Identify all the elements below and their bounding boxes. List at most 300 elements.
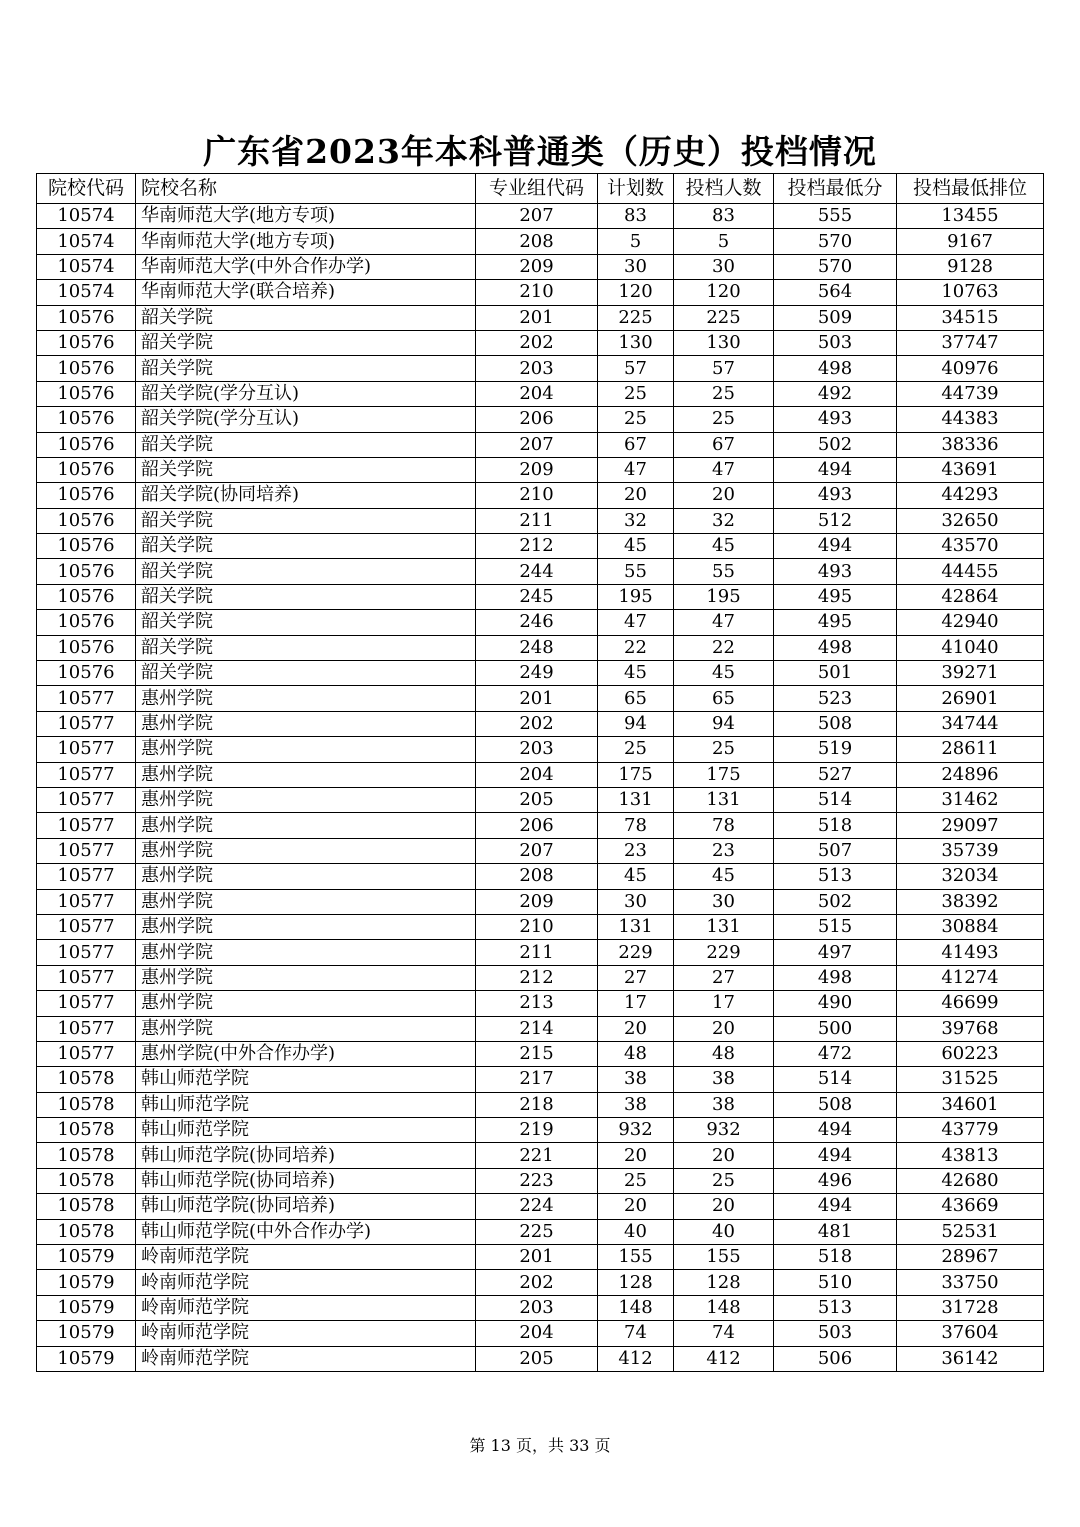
cell-group-code: 208 bbox=[476, 864, 598, 889]
cell-school-name: 韶关学院 bbox=[136, 457, 476, 482]
cell-group-code: 208 bbox=[476, 229, 598, 254]
cell-min-score: 494 bbox=[774, 1143, 897, 1168]
header-min-rank: 投档最低排位 bbox=[897, 174, 1044, 204]
cell-min-score: 498 bbox=[774, 635, 897, 660]
table-row bbox=[37, 1219, 1044, 1244]
cell-school-code: 10576 bbox=[37, 432, 136, 457]
cell-plan-count: 83 bbox=[598, 204, 674, 229]
cell-min-rank: 44455 bbox=[897, 559, 1044, 584]
cell-min-rank: 37747 bbox=[897, 330, 1044, 355]
cell-school-name: 岭南师范学院 bbox=[136, 1346, 476, 1371]
table-row bbox=[37, 1295, 1044, 1320]
cell-plan-count: 74 bbox=[598, 1321, 674, 1346]
cell-admitted-count: 38 bbox=[674, 1092, 774, 1117]
cell-min-rank: 35739 bbox=[897, 838, 1044, 863]
cell-min-rank: 43570 bbox=[897, 534, 1044, 559]
cell-school-code: 10579 bbox=[37, 1245, 136, 1270]
cell-min-rank: 34744 bbox=[897, 711, 1044, 736]
cell-school-name: 韩山师范学院(协同培养) bbox=[136, 1194, 476, 1219]
cell-min-rank: 28611 bbox=[897, 737, 1044, 762]
cell-school-name: 惠州学院 bbox=[136, 940, 476, 965]
cell-school-name: 韶关学院 bbox=[136, 534, 476, 559]
cell-plan-count: 20 bbox=[598, 1143, 674, 1168]
table-row bbox=[37, 204, 1044, 229]
cell-school-code: 10578 bbox=[37, 1067, 136, 1092]
cell-plan-count: 932 bbox=[598, 1118, 674, 1143]
cell-school-name: 华南师范大学(中外合作办学) bbox=[136, 254, 476, 279]
cell-plan-count: 195 bbox=[598, 584, 674, 609]
cell-group-code: 209 bbox=[476, 889, 598, 914]
cell-group-code: 205 bbox=[476, 787, 598, 812]
cell-min-rank: 46699 bbox=[897, 991, 1044, 1016]
cell-min-rank: 44293 bbox=[897, 483, 1044, 508]
cell-school-code: 10576 bbox=[37, 610, 136, 635]
cell-plan-count: 38 bbox=[598, 1092, 674, 1117]
cell-school-code: 10577 bbox=[37, 762, 136, 787]
cell-school-code: 10576 bbox=[37, 559, 136, 584]
cell-min-score: 518 bbox=[774, 813, 897, 838]
cell-admitted-count: 128 bbox=[674, 1270, 774, 1295]
table-row bbox=[37, 1143, 1044, 1168]
cell-admitted-count: 120 bbox=[674, 280, 774, 305]
cell-school-name: 韩山师范学院(协同培养) bbox=[136, 1143, 476, 1168]
cell-min-score: 495 bbox=[774, 584, 897, 609]
cell-group-code: 219 bbox=[476, 1118, 598, 1143]
cell-group-code: 204 bbox=[476, 381, 598, 406]
page-title: 广东省2023年本科普通类（历史）投档情况 bbox=[203, 132, 877, 171]
cell-group-code: 201 bbox=[476, 686, 598, 711]
cell-admitted-count: 5 bbox=[674, 229, 774, 254]
cell-min-rank: 36142 bbox=[897, 1346, 1044, 1371]
cell-admitted-count: 45 bbox=[674, 534, 774, 559]
cell-school-code: 10579 bbox=[37, 1270, 136, 1295]
cell-min-rank: 40976 bbox=[897, 356, 1044, 381]
cell-min-score: 518 bbox=[774, 1245, 897, 1270]
cell-min-score: 503 bbox=[774, 1321, 897, 1346]
table-row bbox=[37, 635, 1044, 660]
cell-school-name: 韩山师范学院(中外合作办学) bbox=[136, 1219, 476, 1244]
cell-min-rank: 39271 bbox=[897, 661, 1044, 686]
cell-min-rank: 52531 bbox=[897, 1219, 1044, 1244]
table-row bbox=[37, 330, 1044, 355]
cell-min-score: 502 bbox=[774, 432, 897, 457]
header-plan-count: 计划数 bbox=[598, 174, 674, 204]
cell-admitted-count: 412 bbox=[674, 1346, 774, 1371]
cell-school-code: 10577 bbox=[37, 940, 136, 965]
cell-admitted-count: 148 bbox=[674, 1295, 774, 1320]
cell-plan-count: 30 bbox=[598, 889, 674, 914]
cell-school-name: 惠州学院 bbox=[136, 1016, 476, 1041]
cell-min-score: 508 bbox=[774, 1092, 897, 1117]
cell-min-score: 493 bbox=[774, 407, 897, 432]
cell-min-rank: 13455 bbox=[897, 204, 1044, 229]
cell-school-code: 10576 bbox=[37, 457, 136, 482]
cell-admitted-count: 20 bbox=[674, 1143, 774, 1168]
cell-admitted-count: 932 bbox=[674, 1118, 774, 1143]
cell-school-code: 10576 bbox=[37, 356, 136, 381]
table-row bbox=[37, 1321, 1044, 1346]
table-row bbox=[37, 610, 1044, 635]
cell-plan-count: 94 bbox=[598, 711, 674, 736]
cell-school-code: 10578 bbox=[37, 1194, 136, 1219]
cell-group-code: 212 bbox=[476, 965, 598, 990]
cell-group-code: 207 bbox=[476, 204, 598, 229]
header-school-code: 院校代码 bbox=[37, 174, 136, 204]
cell-school-code: 10577 bbox=[37, 737, 136, 762]
cell-school-code: 10574 bbox=[37, 229, 136, 254]
cell-plan-count: 412 bbox=[598, 1346, 674, 1371]
cell-school-name: 惠州学院 bbox=[136, 813, 476, 838]
cell-min-rank: 43669 bbox=[897, 1194, 1044, 1219]
cell-min-score: 501 bbox=[774, 661, 897, 686]
table-row bbox=[37, 356, 1044, 381]
cell-school-name: 韩山师范学院 bbox=[136, 1067, 476, 1092]
cell-group-code: 207 bbox=[476, 432, 598, 457]
header-min-score: 投档最低分 bbox=[774, 174, 897, 204]
cell-school-code: 10576 bbox=[37, 407, 136, 432]
cell-min-score: 513 bbox=[774, 1295, 897, 1320]
cell-school-name: 惠州学院 bbox=[136, 838, 476, 863]
cell-min-rank: 38336 bbox=[897, 432, 1044, 457]
cell-plan-count: 47 bbox=[598, 457, 674, 482]
cell-school-code: 10579 bbox=[37, 1346, 136, 1371]
cell-min-score: 498 bbox=[774, 965, 897, 990]
cell-admitted-count: 47 bbox=[674, 457, 774, 482]
cell-school-code: 10574 bbox=[37, 254, 136, 279]
cell-school-name: 韶关学院 bbox=[136, 584, 476, 609]
cell-school-name: 惠州学院 bbox=[136, 991, 476, 1016]
table-row bbox=[37, 787, 1044, 812]
page-footer: 第 13 页，共 33 页 bbox=[469, 1436, 611, 1455]
cell-plan-count: 47 bbox=[598, 610, 674, 635]
cell-school-code: 10576 bbox=[37, 483, 136, 508]
cell-school-name: 韶关学院 bbox=[136, 356, 476, 381]
cell-min-rank: 9167 bbox=[897, 229, 1044, 254]
table-row bbox=[37, 661, 1044, 686]
admissions-table bbox=[36, 173, 1044, 1372]
cell-min-rank: 29097 bbox=[897, 813, 1044, 838]
cell-school-code: 10574 bbox=[37, 280, 136, 305]
cell-min-rank: 32650 bbox=[897, 508, 1044, 533]
cell-plan-count: 78 bbox=[598, 813, 674, 838]
cell-plan-count: 25 bbox=[598, 737, 674, 762]
cell-admitted-count: 47 bbox=[674, 610, 774, 635]
cell-school-name: 韶关学院 bbox=[136, 559, 476, 584]
cell-plan-count: 155 bbox=[598, 1245, 674, 1270]
cell-school-code: 10576 bbox=[37, 330, 136, 355]
cell-plan-count: 20 bbox=[598, 1194, 674, 1219]
cell-group-code: 224 bbox=[476, 1194, 598, 1219]
table-row bbox=[37, 280, 1044, 305]
cell-min-score: 570 bbox=[774, 254, 897, 279]
cell-school-name: 惠州学院 bbox=[136, 686, 476, 711]
cell-min-rank: 43779 bbox=[897, 1118, 1044, 1143]
cell-min-score: 495 bbox=[774, 610, 897, 635]
cell-admitted-count: 55 bbox=[674, 559, 774, 584]
cell-min-rank: 42680 bbox=[897, 1168, 1044, 1193]
cell-plan-count: 20 bbox=[598, 483, 674, 508]
cell-school-name: 韶关学院(学分互认) bbox=[136, 381, 476, 406]
cell-group-code: 218 bbox=[476, 1092, 598, 1117]
header-admitted-count: 投档人数 bbox=[674, 174, 774, 204]
cell-group-code: 206 bbox=[476, 407, 598, 432]
cell-school-name: 惠州学院 bbox=[136, 965, 476, 990]
cell-plan-count: 45 bbox=[598, 661, 674, 686]
header-school-name: 院校名称 bbox=[136, 174, 476, 204]
cell-min-score: 494 bbox=[774, 534, 897, 559]
cell-min-score: 508 bbox=[774, 711, 897, 736]
cell-plan-count: 25 bbox=[598, 381, 674, 406]
cell-plan-count: 131 bbox=[598, 914, 674, 939]
table-row bbox=[37, 559, 1044, 584]
cell-school-code: 10577 bbox=[37, 787, 136, 812]
cell-school-name: 惠州学院 bbox=[136, 762, 476, 787]
cell-admitted-count: 65 bbox=[674, 686, 774, 711]
table-row bbox=[37, 305, 1044, 330]
cell-school-name: 惠州学院 bbox=[136, 787, 476, 812]
cell-plan-count: 55 bbox=[598, 559, 674, 584]
cell-school-name: 韶关学院 bbox=[136, 508, 476, 533]
cell-admitted-count: 48 bbox=[674, 1041, 774, 1066]
cell-min-score: 507 bbox=[774, 838, 897, 863]
cell-group-code: 213 bbox=[476, 991, 598, 1016]
cell-school-name: 惠州学院 bbox=[136, 914, 476, 939]
cell-min-score: 527 bbox=[774, 762, 897, 787]
cell-admitted-count: 45 bbox=[674, 864, 774, 889]
cell-min-rank: 37604 bbox=[897, 1321, 1044, 1346]
cell-school-code: 10576 bbox=[37, 534, 136, 559]
cell-school-code: 10577 bbox=[37, 864, 136, 889]
cell-school-code: 10577 bbox=[37, 686, 136, 711]
cell-admitted-count: 45 bbox=[674, 661, 774, 686]
cell-school-code: 10577 bbox=[37, 889, 136, 914]
cell-min-score: 523 bbox=[774, 686, 897, 711]
cell-plan-count: 120 bbox=[598, 280, 674, 305]
table-row bbox=[37, 1092, 1044, 1117]
cell-group-code: 244 bbox=[476, 559, 598, 584]
cell-min-score: 490 bbox=[774, 991, 897, 1016]
table-row bbox=[37, 407, 1044, 432]
cell-min-rank: 32034 bbox=[897, 864, 1044, 889]
cell-plan-count: 148 bbox=[598, 1295, 674, 1320]
table-row bbox=[37, 1118, 1044, 1143]
cell-school-code: 10577 bbox=[37, 991, 136, 1016]
cell-min-score: 498 bbox=[774, 356, 897, 381]
table-row bbox=[37, 534, 1044, 559]
cell-plan-count: 25 bbox=[598, 1168, 674, 1193]
cell-school-code: 10577 bbox=[37, 813, 136, 838]
cell-min-score: 494 bbox=[774, 457, 897, 482]
cell-school-name: 韩山师范学院 bbox=[136, 1118, 476, 1143]
cell-school-name: 韶关学院 bbox=[136, 661, 476, 686]
cell-plan-count: 32 bbox=[598, 508, 674, 533]
cell-admitted-count: 25 bbox=[674, 407, 774, 432]
cell-group-code: 211 bbox=[476, 940, 598, 965]
cell-min-score: 514 bbox=[774, 787, 897, 812]
cell-min-score: 513 bbox=[774, 864, 897, 889]
cell-admitted-count: 32 bbox=[674, 508, 774, 533]
cell-school-name: 惠州学院 bbox=[136, 889, 476, 914]
table-row bbox=[37, 965, 1044, 990]
cell-group-code: 203 bbox=[476, 356, 598, 381]
cell-admitted-count: 131 bbox=[674, 914, 774, 939]
cell-admitted-count: 23 bbox=[674, 838, 774, 863]
cell-admitted-count: 40 bbox=[674, 1219, 774, 1244]
cell-plan-count: 57 bbox=[598, 356, 674, 381]
cell-school-name: 惠州学院 bbox=[136, 864, 476, 889]
cell-school-code: 10574 bbox=[37, 204, 136, 229]
table-row bbox=[37, 1194, 1044, 1219]
cell-plan-count: 20 bbox=[598, 1016, 674, 1041]
cell-school-code: 10577 bbox=[37, 711, 136, 736]
cell-plan-count: 175 bbox=[598, 762, 674, 787]
cell-admitted-count: 30 bbox=[674, 254, 774, 279]
cell-min-rank: 44739 bbox=[897, 381, 1044, 406]
cell-plan-count: 22 bbox=[598, 635, 674, 660]
cell-min-rank: 34601 bbox=[897, 1092, 1044, 1117]
cell-min-score: 494 bbox=[774, 1194, 897, 1219]
cell-min-rank: 24896 bbox=[897, 762, 1044, 787]
cell-min-rank: 33750 bbox=[897, 1270, 1044, 1295]
cell-min-rank: 31525 bbox=[897, 1067, 1044, 1092]
cell-plan-count: 128 bbox=[598, 1270, 674, 1295]
table-body bbox=[37, 204, 1044, 1372]
cell-plan-count: 38 bbox=[598, 1067, 674, 1092]
cell-admitted-count: 175 bbox=[674, 762, 774, 787]
cell-plan-count: 65 bbox=[598, 686, 674, 711]
cell-plan-count: 48 bbox=[598, 1041, 674, 1066]
cell-min-score: 472 bbox=[774, 1041, 897, 1066]
cell-group-code: 207 bbox=[476, 838, 598, 863]
cell-school-name: 韩山师范学院 bbox=[136, 1092, 476, 1117]
table-row bbox=[37, 508, 1044, 533]
table-row bbox=[37, 991, 1044, 1016]
table-row bbox=[37, 914, 1044, 939]
cell-admitted-count: 20 bbox=[674, 1194, 774, 1219]
cell-min-rank: 34515 bbox=[897, 305, 1044, 330]
cell-school-name: 岭南师范学院 bbox=[136, 1270, 476, 1295]
cell-school-code: 10577 bbox=[37, 1016, 136, 1041]
cell-admitted-count: 131 bbox=[674, 787, 774, 812]
cell-min-rank: 38392 bbox=[897, 889, 1044, 914]
cell-min-score: 496 bbox=[774, 1168, 897, 1193]
cell-min-score: 481 bbox=[774, 1219, 897, 1244]
cell-min-score: 494 bbox=[774, 1118, 897, 1143]
cell-admitted-count: 195 bbox=[674, 584, 774, 609]
cell-school-code: 10577 bbox=[37, 914, 136, 939]
table-row bbox=[37, 584, 1044, 609]
cell-school-code: 10578 bbox=[37, 1219, 136, 1244]
table-row bbox=[37, 432, 1044, 457]
cell-min-rank: 43813 bbox=[897, 1143, 1044, 1168]
table-row bbox=[37, 1168, 1044, 1193]
cell-min-rank: 39768 bbox=[897, 1016, 1044, 1041]
cell-school-name: 韶关学院 bbox=[136, 330, 476, 355]
cell-plan-count: 130 bbox=[598, 330, 674, 355]
cell-group-code: 203 bbox=[476, 737, 598, 762]
cell-group-code: 204 bbox=[476, 1321, 598, 1346]
table-row bbox=[37, 1245, 1044, 1270]
cell-min-score: 510 bbox=[774, 1270, 897, 1295]
table-row bbox=[37, 1270, 1044, 1295]
cell-admitted-count: 20 bbox=[674, 1016, 774, 1041]
cell-group-code: 214 bbox=[476, 1016, 598, 1041]
cell-admitted-count: 130 bbox=[674, 330, 774, 355]
cell-min-rank: 26901 bbox=[897, 686, 1044, 711]
cell-plan-count: 30 bbox=[598, 254, 674, 279]
table-row bbox=[37, 711, 1044, 736]
cell-group-code: 245 bbox=[476, 584, 598, 609]
cell-group-code: 210 bbox=[476, 914, 598, 939]
cell-school-code: 10576 bbox=[37, 305, 136, 330]
table-row bbox=[37, 381, 1044, 406]
cell-admitted-count: 22 bbox=[674, 635, 774, 660]
cell-group-code: 223 bbox=[476, 1168, 598, 1193]
cell-min-rank: 60223 bbox=[897, 1041, 1044, 1066]
cell-plan-count: 229 bbox=[598, 940, 674, 965]
cell-plan-count: 5 bbox=[598, 229, 674, 254]
cell-school-name: 惠州学院 bbox=[136, 711, 476, 736]
cell-group-code: 225 bbox=[476, 1219, 598, 1244]
table-row bbox=[37, 940, 1044, 965]
cell-group-code: 202 bbox=[476, 330, 598, 355]
cell-school-name: 华南师范大学(地方专项) bbox=[136, 204, 476, 229]
table-row bbox=[37, 686, 1044, 711]
cell-min-rank: 31462 bbox=[897, 787, 1044, 812]
cell-admitted-count: 57 bbox=[674, 356, 774, 381]
cell-admitted-count: 67 bbox=[674, 432, 774, 457]
table-row bbox=[37, 483, 1044, 508]
cell-min-score: 555 bbox=[774, 204, 897, 229]
cell-school-code: 10576 bbox=[37, 584, 136, 609]
cell-plan-count: 40 bbox=[598, 1219, 674, 1244]
table-row bbox=[37, 1346, 1044, 1371]
cell-group-code: 201 bbox=[476, 305, 598, 330]
table-row bbox=[37, 762, 1044, 787]
cell-plan-count: 17 bbox=[598, 991, 674, 1016]
cell-group-code: 217 bbox=[476, 1067, 598, 1092]
cell-group-code: 246 bbox=[476, 610, 598, 635]
cell-admitted-count: 17 bbox=[674, 991, 774, 1016]
cell-min-score: 514 bbox=[774, 1067, 897, 1092]
cell-group-code: 209 bbox=[476, 254, 598, 279]
cell-admitted-count: 83 bbox=[674, 204, 774, 229]
table-row bbox=[37, 229, 1044, 254]
cell-min-score: 519 bbox=[774, 737, 897, 762]
cell-admitted-count: 30 bbox=[674, 889, 774, 914]
table-row bbox=[37, 1041, 1044, 1066]
cell-min-score: 570 bbox=[774, 229, 897, 254]
cell-min-rank: 42940 bbox=[897, 610, 1044, 635]
cell-admitted-count: 78 bbox=[674, 813, 774, 838]
cell-group-code: 205 bbox=[476, 1346, 598, 1371]
cell-group-code: 204 bbox=[476, 762, 598, 787]
cell-school-name: 华南师范大学(地方专项) bbox=[136, 229, 476, 254]
cell-group-code: 221 bbox=[476, 1143, 598, 1168]
cell-admitted-count: 25 bbox=[674, 381, 774, 406]
cell-min-score: 564 bbox=[774, 280, 897, 305]
cell-school-code: 10576 bbox=[37, 508, 136, 533]
cell-admitted-count: 229 bbox=[674, 940, 774, 965]
cell-school-name: 韶关学院(协同培养) bbox=[136, 483, 476, 508]
cell-school-name: 惠州学院 bbox=[136, 737, 476, 762]
cell-school-name: 韶关学院 bbox=[136, 432, 476, 457]
cell-school-name: 韶关学院 bbox=[136, 305, 476, 330]
cell-min-score: 500 bbox=[774, 1016, 897, 1041]
cell-school-code: 10576 bbox=[37, 635, 136, 660]
cell-min-rank: 41040 bbox=[897, 635, 1044, 660]
cell-school-name: 韶关学院(学分互认) bbox=[136, 407, 476, 432]
